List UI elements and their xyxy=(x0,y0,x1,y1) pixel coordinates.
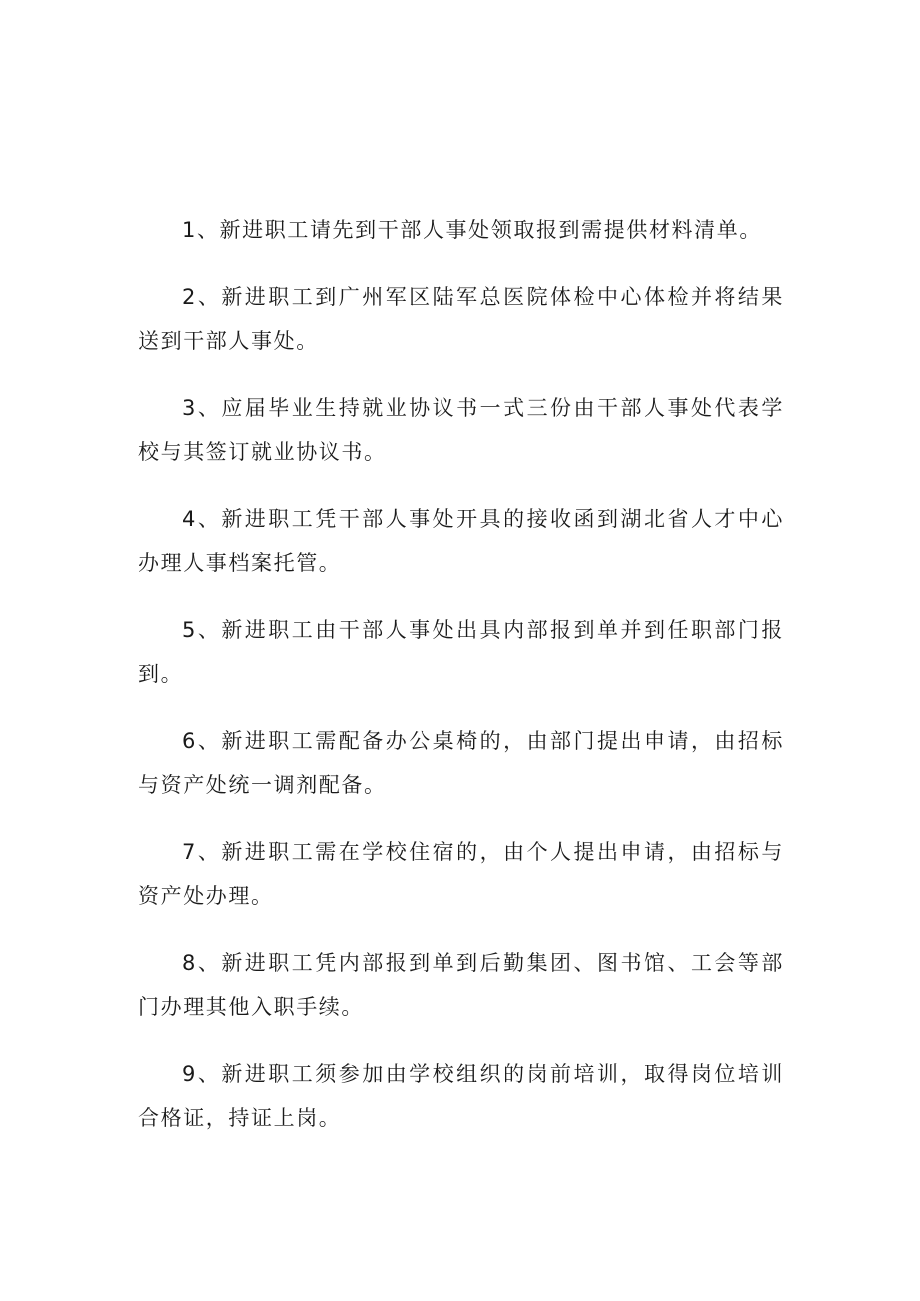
list-item-8: 8、新进职工凭内部报到单到后勤集团、图书馆、工会等部门办理其他入职手续。 xyxy=(138,951,784,1019)
list-item-4: 4、新进职工凭干部人事处开具的接收函到湖北省人才中心办理人事档案托管。 xyxy=(138,507,784,575)
list-item-9: 9、新进职工须参加由学校组织的岗前培训，取得岗位培训合格证，持证上岗。 xyxy=(138,1062,784,1130)
list-item-3: 3、应届毕业生持就业协议书一式三份由干部人事处代表学校与其签订就业协议书。 xyxy=(138,396,784,464)
list-item-2: 2、新进职工到广州军区陆军总医院体检中心体检并将结果送到干部人事处。 xyxy=(138,285,784,353)
list-item-6: 6、新进职工需配备办公桌椅的，由部门提出申请，由招标与资产处统一调剂配备。 xyxy=(138,729,784,797)
list-item-7: 7、新进职工需在学校住宿的，由个人提出申请，由招标与资产处办理。 xyxy=(138,840,784,908)
list-item-1: 1、新进职工请先到干部人事处领取报到需提供材料清单。 xyxy=(182,218,762,242)
list-item-5: 5、新进职工由干部人事处出具内部报到单并到任职部门报到。 xyxy=(138,618,784,686)
document-body xyxy=(138,208,784,1140)
